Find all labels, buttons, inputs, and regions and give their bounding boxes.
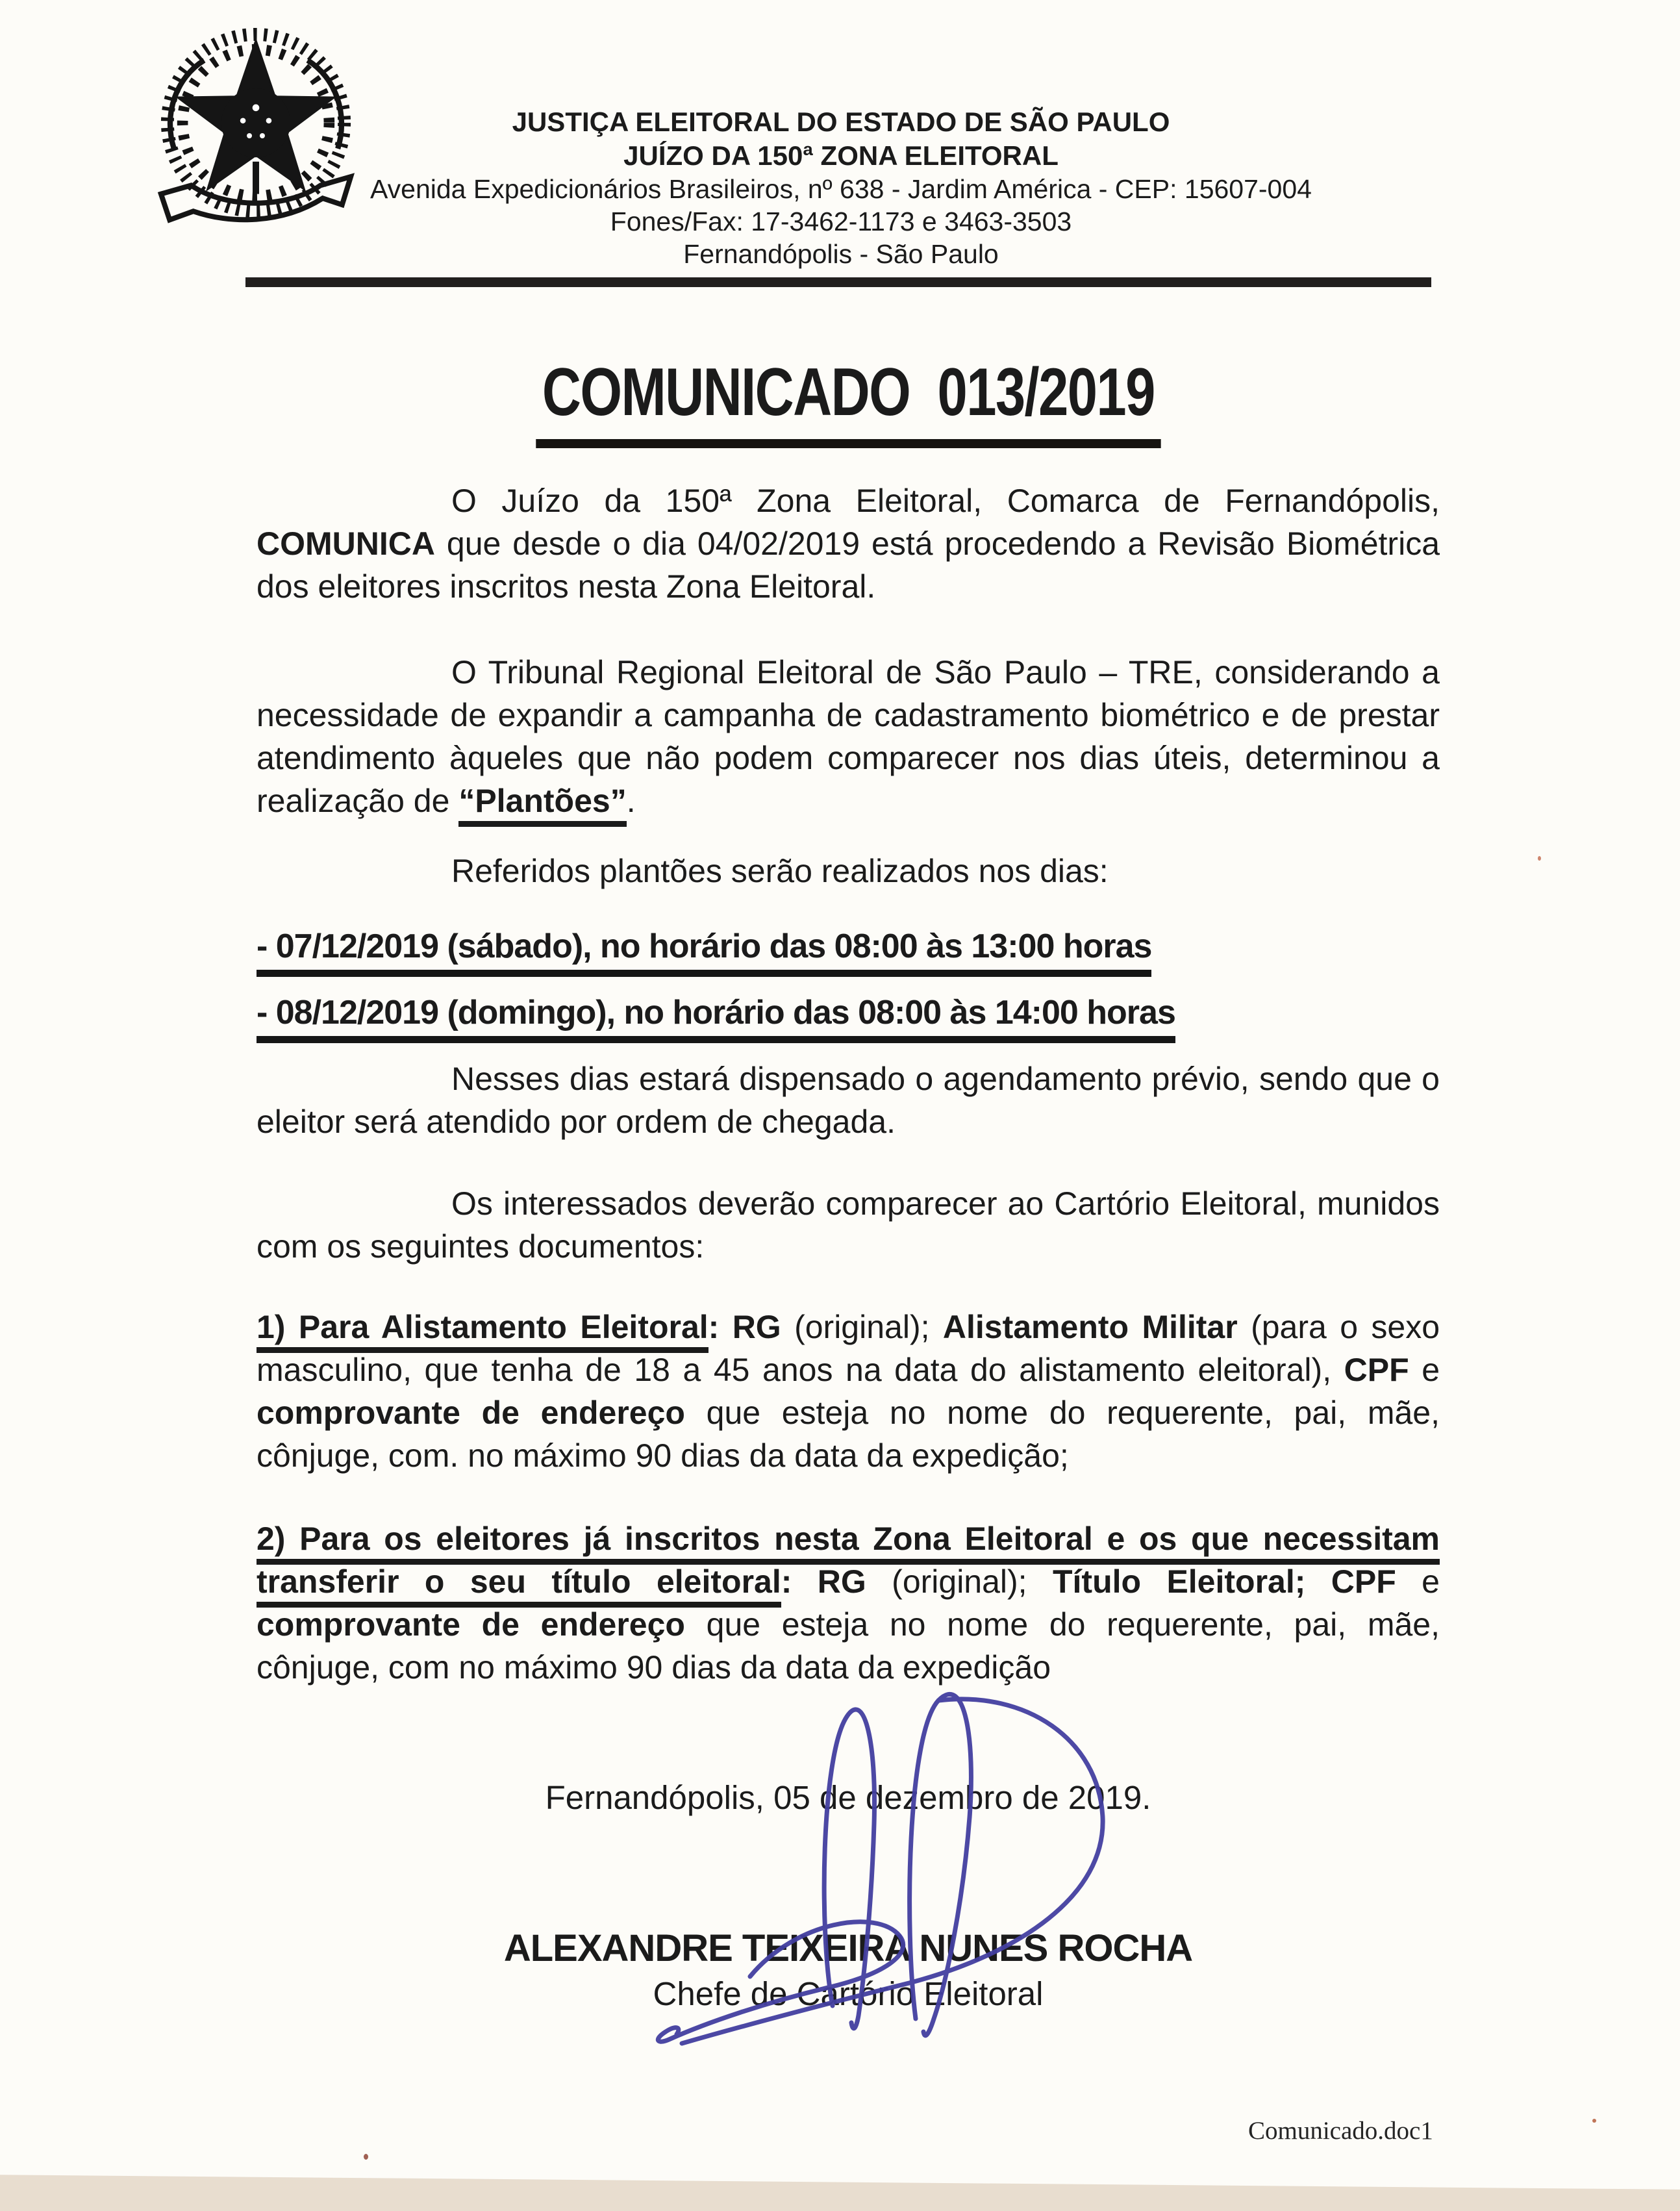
- duty-date-line: [257, 994, 1440, 1043]
- item1-seg6: (para o sexo masculino, que tenha de 18 a 45 anos na data do alistamento eleitoral),: [257, 1309, 1440, 1388]
- letterhead-city-line: Fernandópolis - São Paulo: [683, 239, 999, 269]
- paragraph-tre: [257, 651, 1440, 822]
- duty-date-saturday: - 07/12/2019 (sábado), no horário das 08:00 às 13:00 horas: [257, 928, 1151, 977]
- item1-colon: :: [708, 1309, 733, 1345]
- letterhead: [247, 105, 1435, 270]
- p2-seg3: .: [626, 783, 636, 819]
- duty-date-sunday: - 08/12/2019 (domingo), no horário das 08:00 às 14:00 horas: [257, 994, 1175, 1043]
- item1-alistamento-militar: Alistamento Militar: [942, 1309, 1238, 1345]
- paragraph-agendamento: Nesses dias estará dispensado o agendamento prévio, sendo que o eleitor será atendido por ordem de chegada.: [257, 1061, 1440, 1140]
- p2-seg1: O Tribunal Regional Eleitoral de São Paulo – TRE, considerando a necessidade de expandir a campanha de cadastramento biométrico e de prestar atendimento àqueles que não podem comparecer nos dias úteis, determinou a realização de: [257, 654, 1440, 819]
- item2-colon: :: [781, 1563, 818, 1600]
- title-wrap: [257, 354, 1440, 448]
- letterhead-org-line: JUSTIÇA ELEITORAL DO ESTADO DE SÃO PAULO: [512, 107, 1170, 137]
- letterhead-court-line: JUÍZO DA 150ª ZONA ELEITORAL: [623, 140, 1059, 171]
- item1-rg: RG: [732, 1309, 781, 1345]
- item2-comprovante: comprovante de endereço: [257, 1606, 685, 1643]
- letterhead-address-line: Avenida Expedicionários Brasileiros, nº 638 - Jardim América - CEP: 15607-004: [370, 174, 1312, 204]
- scan-speck: [1592, 2119, 1596, 2123]
- paragraph-referidos: Referidos plantões serão realizados nos dias:: [451, 853, 1109, 889]
- item2-seg8: e: [1396, 1563, 1440, 1600]
- item2-seg4: (original);: [866, 1563, 1053, 1600]
- item1-comprovante: comprovante de endereço: [257, 1395, 685, 1431]
- duty-date-line: [257, 928, 1440, 977]
- item1-seg4: (original);: [781, 1309, 943, 1345]
- duty-dates-list: [257, 928, 1440, 1060]
- scan-edge-band: [0, 2175, 1680, 2211]
- scan-speck: [364, 2154, 368, 2160]
- item2-cpf: CPF: [1331, 1563, 1396, 1600]
- item2-heading: 2) Para os eleitores já inscritos nesta Zona Eleitoral e os que necessitam transferir o seu título eleitoral: [257, 1521, 1440, 1608]
- item1-heading: 1) Para Alistamento Eleitoral: [257, 1309, 708, 1353]
- letterhead-phone-line: Fones/Fax: 17-3462-1173 e 3463-3503: [610, 207, 1072, 236]
- p1-seg2-comunica: COMUNICA: [257, 525, 435, 562]
- handwritten-signature: [604, 1681, 1136, 2046]
- item2-rg: RG: [817, 1563, 866, 1600]
- list-item-1: [257, 1306, 1440, 1477]
- item1-seg10: que esteja no nome do requerente, pai, mãe, cônjuge, com. no máximo 90 dias da data da expedição;: [257, 1395, 1440, 1474]
- signatory-name: ALEXANDRE TEIXEIRA NUNES ROCHA: [503, 1927, 1193, 1969]
- paragraph-intro: [257, 479, 1440, 608]
- paragraph-documentos: Os interessados deverão comparecer ao Cartório Eleitoral, munidos com os seguintes documentos:: [257, 1185, 1440, 1265]
- item1-seg8: e: [1409, 1352, 1440, 1388]
- p1-seg3: que desde o dia 04/02/2019 está procedendo a Revisão Biométrica dos eleitores inscritos nesta Zona Eleitoral.: [257, 525, 1440, 605]
- letterhead-divider-rule: [245, 277, 1431, 287]
- scan-speck: [1538, 856, 1541, 861]
- signature-date-line: Fernandópolis, 05 de dezembro de 2019.: [545, 1779, 1151, 1816]
- footer-filename: Comunicado.doc1: [1248, 2117, 1433, 2145]
- list-item-2: [257, 1517, 1440, 1689]
- page-title: COMUNICADO 013/2019: [536, 354, 1160, 448]
- item2-seg6: ;: [1294, 1563, 1331, 1600]
- item2-seg10: que esteja no nome do requerente, pai, mãe, cônjuge, com no máximo 90 dias da data da expedição: [257, 1606, 1440, 1686]
- signatory-role: Chefe de Cartório Eleitoral: [653, 1975, 1044, 2012]
- item2-titulo-eleitoral: Título Eleitoral: [1052, 1563, 1295, 1600]
- p2-seg2-plantoes: “Plantões”: [458, 783, 626, 827]
- p1-seg1: O Juízo da 150ª Zona Eleitoral, Comarca de Fernandópolis,: [451, 483, 1440, 519]
- item1-cpf: CPF: [1344, 1352, 1409, 1388]
